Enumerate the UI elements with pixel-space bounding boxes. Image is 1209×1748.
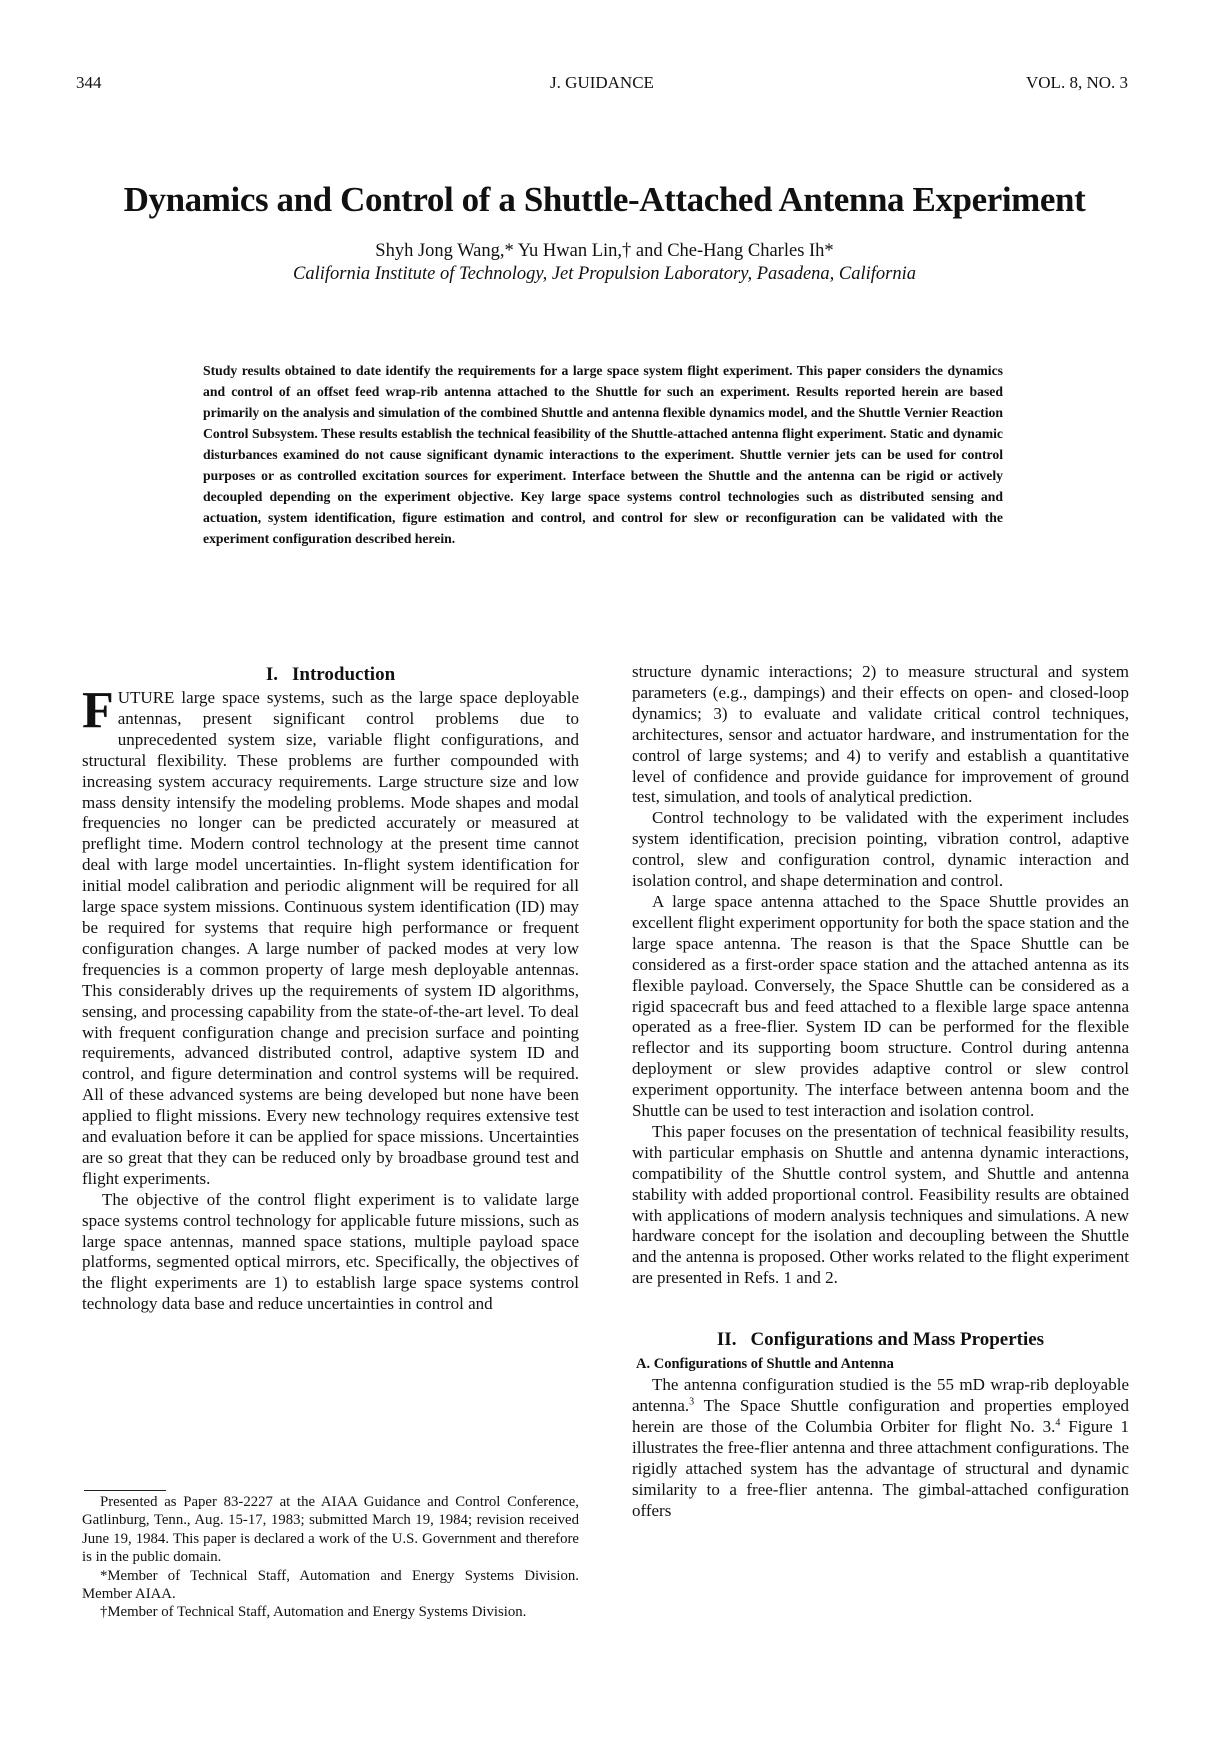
section-number: II. xyxy=(716,1329,737,1351)
abstract: Study results obtained to date identify the requirements for a large space system flight experiment. This paper considers the dynamics and control of an offset feed wrap-rib antenna attached to the Shuttle for such an experiment. Results reported herein are based primarily on the analysis and simulation of the combined Shuttle and antenna flexible dynamics model, and the Shuttle Vernier Reaction Control Subsystem. These results establish the technical feasibility of the Shuttle-attached antenna flight experiment. Static and dynamic disturbances examined do not cause significant dynamic interactions to the experiment. Shuttle vernier jets can be used for control purposes or as controlled excitation sources for experiment. Interface between the Shuttle and the antenna can be rigid or actively decoupled depending on the experiment objective. Key large space systems control technologies such as distributed sensing and actuation, system identification, figure estimation and control, and control for slew or reconfiguration can be validated with the experiment configuration described herein. xyxy=(203,363,1003,546)
footnote-author-dagger: †Member of Technical Staff, Automation and Energy Systems Division. xyxy=(100,1604,527,1621)
reference-3[interactable]: 3 xyxy=(689,1396,695,1408)
paper-title: Dynamics and Control of a Shuttle-Attached Antenna Experiment xyxy=(123,180,1086,219)
subsection-heading: A. Configurations of Shuttle and Antenna xyxy=(636,1356,894,1373)
paragraph-text: The antenna configuration studied is the 55 mD wrap-rib deployable antenna. xyxy=(632,1375,1129,1416)
right-column xyxy=(632,662,1129,1522)
page-number: 344 xyxy=(76,73,102,92)
reference-4[interactable]: 4 xyxy=(1055,1417,1061,1429)
drop-cap: F xyxy=(82,682,114,739)
paragraph-text: Figure 1 illustrates the free-flier antenna and three attachment configurations. The rigidly attached system has the advantage of structural and dynamic similarity to a free-flier antenna. The gimbal-attached configuration offers xyxy=(632,1417,1129,1520)
journal-name: J. GUIDANCE xyxy=(550,73,654,92)
intro-paragraph-5: This paper focuses on the presentation of technical feasibility results, with particular emphasis on Shuttle and antenna dynamic interactions, compatibility of the Shuttle control system, and Shuttle and antenna stability with added proportional control. Feasibility results are obtained with applications of modern analysis techniques and simulations. A new hardware concept for the isolation and decoupling between the Shuttle and the antenna is proposed. Other works related to the flight experiment are presented in Refs. 1 and 2. xyxy=(632,1121,1129,1288)
section-heading-introduction xyxy=(82,662,579,688)
paragraph-text: UTURE large space systems, such as the large space deployable antennas, present significant control problems due to unprecedented system size, variable flight configurations, and structural flexibility. These problems are further compounded with increasing system accuracy requirements. Large structure size and low mass density intensify the modeling problems. Mode shapes and modal frequencies no longer can be predicted accurately or measured at preflight time. Modern control technology at the present time cannot deal with large model uncertainties. In-flight system identification for initial model calibration and periodic alignment will be required for all large space system missions. Continuous system identification (ID) may be required for systems that require high performance or frequent configuration changes. A large number of packed modes at very low frequencies is a common property of large mesh deployable antennas. This considerably drives up the requirements of system ID algorithms, sensing, and processing capability from the state-of-the-art level. To deal with frequent configuration change and precision surface and pointing requirements, advanced distributed control, adaptive system ID and control, and figure determination and control systems will be required. All of these advanced systems are being developed but none have been applied to flight missions. Every new technology requires extensive test and evaluation before it can be applied for space missions. Uncertainties are so great that they can be reduced only by broadbase ground test and flight experiments. xyxy=(82,688,579,1188)
paragraph-text: The Space Shuttle configuration and properties employed herein are those of the Columbia Orbiter for flight No. 3. xyxy=(632,1396,1129,1436)
section-title: Introduction xyxy=(292,664,396,685)
intro-paragraph-4: A large space antenna attached to the Space Shuttle provides an excellent flight experiment opportunity for both the space station and the large space antenna. The reason is that the Space Shuttle can be considered as a first-order space station and the attached antenna as its flexible payload. Conversely, the Space Shuttle can be considered as a rigid spacecraft bus and feed attached to a flexible large space antenna operated as a free-flier. System ID can be performed for the flexible reflector and its supporting boom structure. Control during antenna deployment or slew provides adaptive control or slew control experiment opportunity. The interface between antenna boom and the Shuttle can be used to test interaction and isolation control. xyxy=(632,891,1129,1121)
section-number: I. xyxy=(265,664,279,685)
volume-issue: VOL. 8, NO. 3 xyxy=(1026,73,1128,92)
author-affiliation: California Institute of Technology, Jet Propulsion Laboratory, Pasadena, California xyxy=(292,264,917,284)
section-heading-configurations xyxy=(632,1327,1129,1353)
author-list: Shyh Jong Wang,* Yu Hwan Lin,† and Che-Hang Charles Ih* xyxy=(375,241,834,261)
footnote-presentation: Presented as Paper 83-2227 at the AIAA Guidance and Control Conference, Gatlinburg, Tenn., Aug. 15-17, 1983; submitted March 19, 1984; revision received June 19, 1984. This paper is declared a work of the U.S. Government and therefore is in the public domain. xyxy=(82,1494,579,1566)
footnote-author-asterisk: *Member of Technical Staff, Automation and Energy Systems Division. Member AIAA. xyxy=(82,1567,579,1603)
intro-paragraph-2-continued: structure dynamic interactions; 2) to measure structural and system parameters (e.g., dampings) and their effects on open- and closed-loop dynamics; 3) to evaluate and validate critical control techniques, architectures, sensor and actuator hardware, and instrumentation for the control of large systems; and 4) to verify and establish a quantitative level of confidence and provide guidance for improvement of ground test, simulation, and tools of analytical prediction. xyxy=(632,662,1129,807)
section-title: Configurations and Mass Properties xyxy=(750,1329,1045,1351)
left-column xyxy=(82,662,579,1315)
intro-paragraph-3: Control technology to be validated with the experiment includes system identification, precision pointing, vibration control, adaptive control, slew and configuration control, dynamic interaction and isolation control, and shape determination and control. xyxy=(632,808,1129,891)
intro-paragraph-1 xyxy=(82,682,579,1190)
config-paragraph-1 xyxy=(632,1375,1129,1521)
footnotes xyxy=(82,1493,579,1622)
footnote-divider xyxy=(84,1490,166,1491)
running-head xyxy=(76,72,1128,94)
intro-paragraph-2: The objective of the control flight experiment is to validate large space systems control technology for applicable future missions, such as large space antennas, manned space stations, multiple payload space platforms, segmented optical mirrors, etc. Specifically, the objectives of the flight experiments are 1) to establish large space systems control technology data base and reduce uncertainties in control and xyxy=(82,1189,579,1314)
